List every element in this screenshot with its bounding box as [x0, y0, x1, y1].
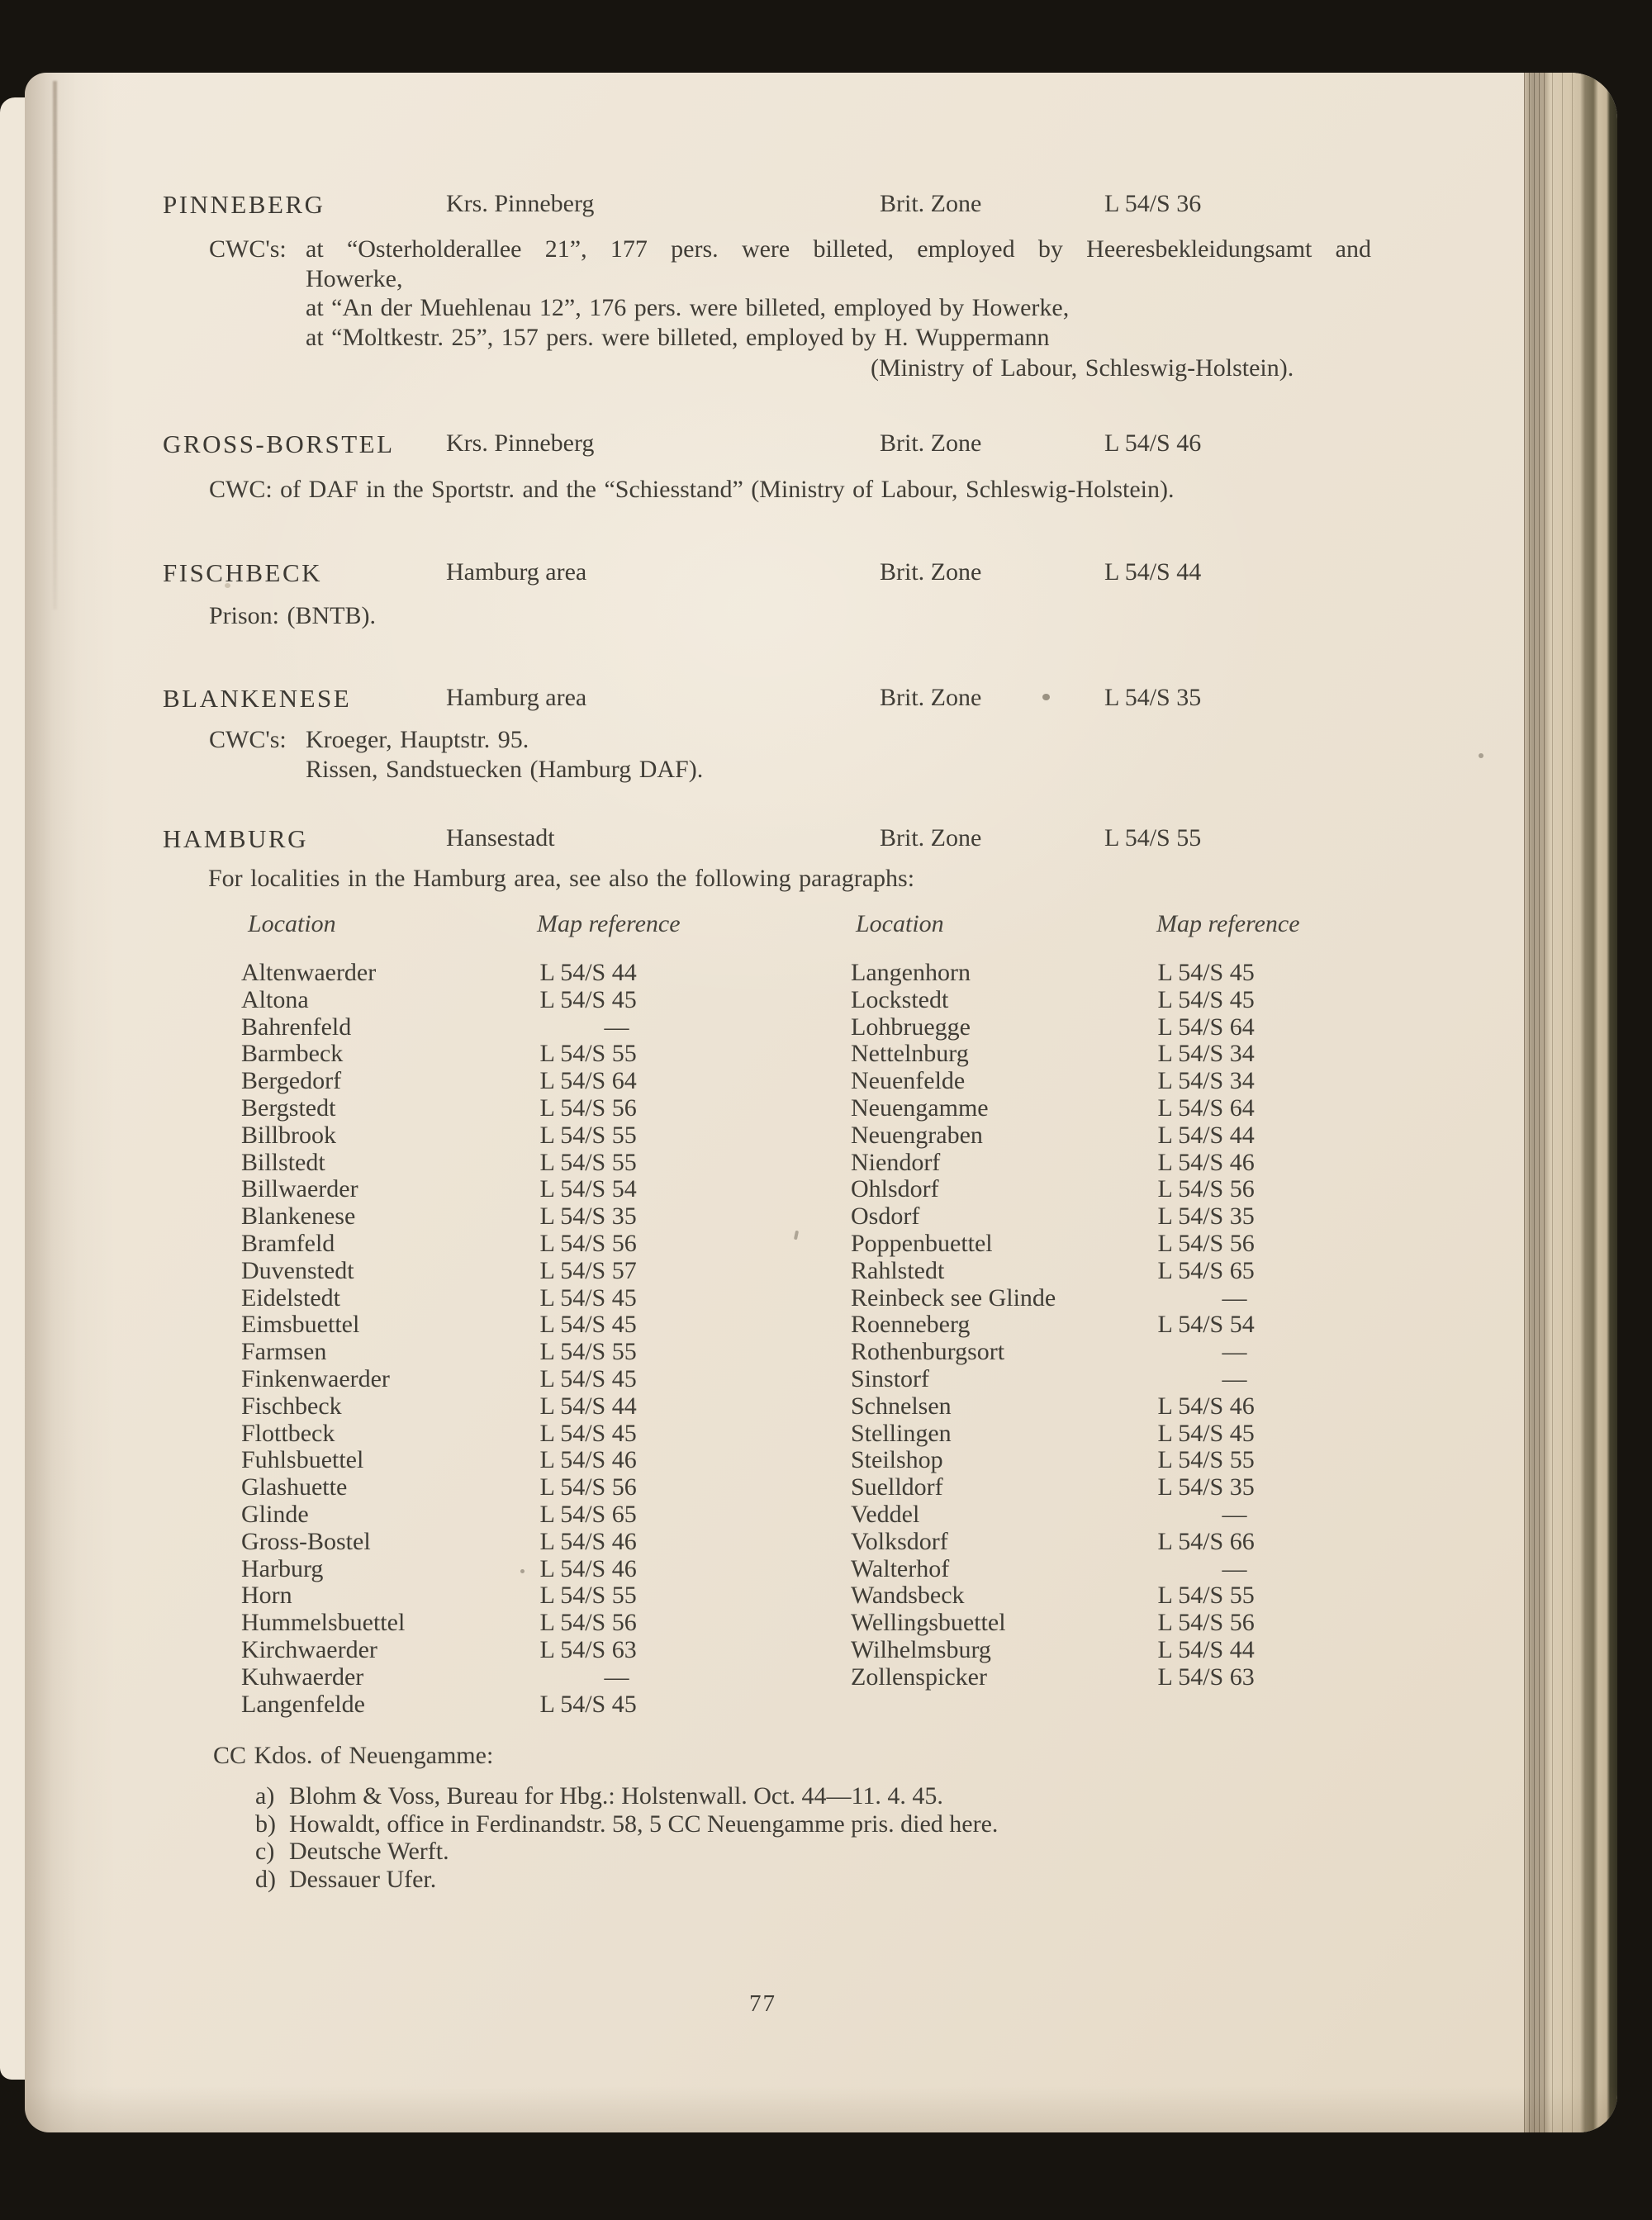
table-row [851, 1202, 1255, 1230]
mapref-cell: L 54/S 56 [539, 1609, 637, 1637]
hamburg-intro: For localities in the Hamburg area, see also the following paragraphs: [208, 865, 915, 892]
table-row [241, 1284, 637, 1312]
gutter-crease [53, 81, 57, 610]
mapref-cell: L 54/S 45 [539, 1364, 637, 1392]
mapref-cell: L 54/S 46 [1157, 1392, 1255, 1420]
item-label: c) [255, 1838, 275, 1865]
table-row [851, 1582, 1255, 1609]
table-row [241, 1691, 637, 1718]
section-zone: Brit. Zone [880, 429, 982, 457]
cwc-text: at “Osterholderallee 21”, 177 pers. were billeted, employed by Heeresbekleidungsamt and Howerke, at “An der Muehlenau 12”, 176 pers. were billeted, employed by Howerke, at “Moltkestr. 25”, 157 pers. were billeted, employed by H. Wuppermann [306, 235, 1371, 351]
location-cell: Duvenstedt [241, 1256, 354, 1284]
section-heading-blankenese [25, 684, 1429, 717]
location-cell: Steilshop [851, 1446, 943, 1474]
mapref-cell: L 54/S 34 [1157, 1067, 1255, 1095]
mapref-cell: L 54/S 35 [1157, 1473, 1255, 1501]
location-cell: Langenfelde [241, 1690, 365, 1718]
print-speck [794, 1231, 799, 1240]
item-label: b) [255, 1810, 276, 1838]
mapref-cell: L 54/S 55 [1157, 1582, 1255, 1610]
localities-table-right [851, 959, 1255, 1691]
location-cell: Kirchwaerder [241, 1635, 377, 1663]
fischbeck-prison-line: Prison: (BNTB). [209, 602, 377, 629]
print-speck [520, 1569, 525, 1573]
mapref-cell: L 54/S 63 [539, 1635, 637, 1663]
right-mapref-header: Map reference [1156, 910, 1300, 937]
cwc-text: of DAF in the Sportstr. and the “Schiesstand” (Ministry of Labour, Schleswig-Holstein). [280, 476, 1175, 503]
mapref-cell: L 54/S 64 [539, 1067, 637, 1095]
mapref-cell: — [1222, 1500, 1247, 1528]
mapref-cell: L 54/S 56 [1157, 1175, 1255, 1203]
section-title: BLANKENESE [163, 684, 352, 713]
cc-kdos-item [255, 1838, 449, 1866]
table-row [241, 1392, 637, 1420]
mapref-cell: L 54/S 45 [539, 1311, 637, 1339]
print-speck [1479, 753, 1483, 758]
table-row [241, 959, 637, 986]
table-row [851, 1122, 1255, 1149]
print-speck [1042, 694, 1050, 700]
table-row [851, 1338, 1255, 1365]
mapref-cell: — [1222, 1338, 1247, 1366]
table-row [851, 1555, 1255, 1582]
table-row [241, 1257, 637, 1284]
section-district: Hamburg area [446, 558, 587, 586]
mapref-cell: L 54/S 46 [539, 1554, 637, 1582]
mapref-cell: L 54/S 45 [539, 1690, 637, 1718]
table-row [241, 1446, 637, 1473]
location-cell: Billbrook [241, 1121, 337, 1149]
location-cell: Stellingen [851, 1419, 952, 1447]
table-row [851, 1446, 1255, 1473]
location-cell: Ohlsdorf [851, 1175, 939, 1203]
item-text: Howaldt, office in Ferdinandstr. 58, 5 CC Neuengamme pris. died here. [289, 1810, 999, 1838]
section-heading-gross-borstel [25, 429, 1429, 462]
section-map-reference: L 54/S 55 [1104, 824, 1202, 851]
table-row [241, 1473, 637, 1501]
cc-kdos-heading: CC Kdos. of Neuengamme: [213, 1742, 494, 1769]
location-cell: Veddel [851, 1500, 920, 1528]
item-label: a) [255, 1782, 275, 1810]
mapref-cell: L 54/S 35 [539, 1202, 637, 1231]
location-cell: Eidelstedt [241, 1283, 340, 1312]
item-label: d) [255, 1865, 276, 1893]
section-title: GROSS-BORSTEL [163, 429, 395, 458]
table-row [241, 1636, 637, 1663]
section-zone: Brit. Zone [880, 558, 982, 586]
location-cell: Neuenfelde [851, 1067, 966, 1095]
location-cell: Altona [241, 985, 309, 1013]
mapref-cell: L 54/S 55 [539, 1040, 637, 1068]
cwc-label: CWC's: [209, 235, 287, 263]
section-title: FISCHBECK [163, 558, 323, 587]
section-map-reference: L 54/S 35 [1104, 684, 1202, 711]
table-row [851, 1040, 1255, 1067]
table-row [241, 1338, 637, 1365]
table-row [241, 1122, 637, 1149]
table-row [851, 1501, 1255, 1528]
location-cell: Rahlstedt [851, 1256, 945, 1284]
item-text: Blohm & Voss, Bureau for Hbg.: Holstenwall. Oct. 44—11. 4. 45. [289, 1782, 943, 1810]
location-cell: Reinbeck see Glinde [851, 1283, 1056, 1312]
location-cell: Bramfeld [241, 1229, 335, 1257]
section-heading-fischbeck [25, 558, 1429, 591]
location-cell: Sinstorf [851, 1364, 930, 1392]
mapref-cell: — [604, 1013, 629, 1041]
location-cell: Billwaerder [241, 1175, 358, 1203]
cc-kdos-item [255, 1866, 436, 1894]
mapref-cell: L 54/S 66 [1157, 1527, 1255, 1555]
table-row [851, 1257, 1255, 1284]
mapref-cell: L 54/S 65 [539, 1500, 637, 1528]
section-zone: Brit. Zone [880, 824, 982, 851]
location-cell: Lockstedt [851, 985, 949, 1013]
location-cell: Flottbeck [241, 1419, 335, 1447]
mapref-cell: L 54/S 46 [539, 1527, 637, 1555]
table-row [241, 986, 637, 1013]
mapref-cell: L 54/S 56 [539, 1473, 637, 1501]
mapref-cell: — [604, 1663, 629, 1691]
location-cell: Wandsbeck [851, 1582, 965, 1610]
mapref-cell: L 54/S 54 [1157, 1311, 1255, 1339]
mapref-cell: L 54/S 55 [539, 1148, 637, 1176]
blankenese-cwc-paragraph [209, 725, 703, 784]
location-cell: Glinde [241, 1500, 309, 1528]
table-row [241, 1420, 637, 1447]
location-cell: Niendorf [851, 1148, 941, 1176]
table-row [241, 1175, 637, 1202]
location-cell: Finkenwaerder [241, 1364, 390, 1392]
table-row [851, 959, 1255, 986]
mapref-cell: L 54/S 55 [539, 1582, 637, 1610]
mapref-cell: L 54/S 57 [539, 1256, 637, 1284]
table-row [851, 1636, 1255, 1663]
table-row [241, 1230, 637, 1257]
cwc-label: CWC's: [209, 726, 287, 753]
right-location-header: Location [856, 910, 944, 937]
mapref-cell: L 54/S 56 [539, 1093, 637, 1122]
mapref-cell: L 54/S 44 [1157, 1635, 1255, 1663]
location-cell: Glashuette [241, 1473, 348, 1501]
table-row [241, 1202, 637, 1230]
mapref-cell: L 54/S 45 [1157, 985, 1255, 1013]
mapref-cell: L 54/S 34 [1157, 1040, 1255, 1068]
location-cell: Langenhorn [851, 959, 971, 986]
mapref-cell: L 54/S 45 [539, 1419, 637, 1447]
location-cell: Blankenese [241, 1202, 356, 1231]
mapref-cell: — [1222, 1283, 1247, 1312]
location-cell: Suelldorf [851, 1473, 943, 1501]
table-row [851, 1149, 1255, 1176]
location-cell: Neuengraben [851, 1121, 983, 1149]
section-district: Hansestadt [446, 824, 555, 851]
section-map-reference: L 54/S 46 [1104, 429, 1202, 457]
section-map-reference: L 54/S 36 [1104, 190, 1202, 217]
mapref-cell: L 54/S 55 [539, 1121, 637, 1149]
pinneberg-ministry-note: (Ministry of Labour, Schleswig-Holstein). [871, 354, 1294, 382]
location-cell: Bergedorf [241, 1067, 342, 1095]
location-cell: Neuengamme [851, 1093, 989, 1122]
table-row [241, 1663, 637, 1691]
section-heading-pinneberg [25, 190, 1429, 223]
table-row [241, 1094, 637, 1122]
table-row [241, 1609, 637, 1636]
mapref-cell: — [1222, 1364, 1247, 1392]
book-page [25, 73, 1617, 2132]
table-row [851, 1284, 1255, 1312]
mapref-cell: L 54/S 64 [1157, 1093, 1255, 1122]
section-district: Hamburg area [446, 684, 587, 711]
section-zone: Brit. Zone [880, 190, 982, 217]
table-row [241, 1013, 637, 1041]
mapref-cell: L 54/S 54 [539, 1175, 637, 1203]
page-number: 77 [749, 1990, 776, 2017]
print-speck [225, 583, 230, 588]
location-cell: Fuhlsbuettel [241, 1446, 364, 1474]
section-title: HAMBURG [163, 824, 308, 853]
mapref-cell: L 54/S 44 [539, 1392, 637, 1420]
table-row [851, 1067, 1255, 1094]
section-map-reference: L 54/S 44 [1104, 558, 1202, 586]
mapref-cell: L 54/S 45 [1157, 959, 1255, 986]
mapref-cell: L 54/S 55 [539, 1338, 637, 1366]
table-row [241, 1582, 637, 1609]
cwc-text: Kroeger, Hauptstr. 95. Rissen, Sandstuecken (Hamburg DAF). [306, 726, 704, 783]
location-cell: Altenwaerder [241, 959, 377, 986]
location-cell: Barmbeck [241, 1040, 344, 1068]
section-district: Krs. Pinneberg [446, 429, 595, 457]
left-mapref-header: Map reference [537, 910, 681, 937]
mapref-cell: L 54/S 64 [1157, 1013, 1255, 1041]
mapref-cell: — [1222, 1554, 1247, 1582]
table-row [851, 986, 1255, 1013]
fore-edge-page-stack [1524, 73, 1617, 2132]
location-cell: Gross-Bostel [241, 1527, 371, 1555]
section-heading-hamburg [25, 824, 1429, 857]
mapref-cell: L 54/S 56 [1157, 1229, 1255, 1257]
table-row [851, 1473, 1255, 1501]
table-row [241, 1311, 637, 1338]
table-row [851, 1013, 1255, 1041]
table-row [851, 1094, 1255, 1122]
item-text: Deutsche Werft. [289, 1838, 449, 1865]
table-row [241, 1365, 637, 1392]
location-cell: Walterhof [851, 1554, 950, 1582]
pinneberg-cwc-paragraph [209, 235, 1396, 352]
mapref-cell: L 54/S 63 [1157, 1663, 1255, 1691]
location-cell: Hummelsbuettel [241, 1609, 406, 1637]
location-cell: Horn [241, 1582, 292, 1610]
table-row [851, 1420, 1255, 1447]
location-cell: Wilhelmsburg [851, 1635, 991, 1663]
mapref-cell: L 54/S 46 [539, 1446, 637, 1474]
table-row [241, 1501, 637, 1528]
location-cell: Rothenburgsort [851, 1338, 1005, 1366]
mapref-cell: L 54/S 45 [1157, 1419, 1255, 1447]
location-cell: Osdorf [851, 1202, 920, 1231]
table-row [851, 1609, 1255, 1636]
table-row [851, 1663, 1255, 1691]
location-cell: Billstedt [241, 1148, 325, 1176]
location-cell: Schnelsen [851, 1392, 952, 1420]
table-row [851, 1392, 1255, 1420]
location-cell: Farmsen [241, 1338, 327, 1366]
table-row [241, 1528, 637, 1555]
location-cell: Poppenbuettel [851, 1229, 993, 1257]
location-cell: Volksdorf [851, 1527, 948, 1555]
location-cell: Zollenspicker [851, 1663, 987, 1691]
mapref-cell: L 54/S 44 [1157, 1121, 1255, 1149]
section-district: Krs. Pinneberg [446, 190, 595, 217]
table-row [241, 1555, 637, 1582]
table-row [851, 1311, 1255, 1338]
table-row [851, 1528, 1255, 1555]
section-zone: Brit. Zone [880, 684, 982, 711]
location-cell: Wellingsbuettel [851, 1609, 1006, 1637]
location-cell: Fischbeck [241, 1392, 342, 1420]
mapref-cell: L 54/S 35 [1157, 1202, 1255, 1231]
location-cell: Lohbruegge [851, 1013, 971, 1041]
mapref-cell: L 54/S 65 [1157, 1256, 1255, 1284]
cwc-label: CWC: [209, 476, 273, 503]
table-row [851, 1230, 1255, 1257]
location-cell: Bahrenfeld [241, 1013, 352, 1041]
cc-kdos-item [255, 1782, 943, 1810]
location-cell: Harburg [241, 1554, 324, 1582]
mapref-cell: L 54/S 46 [1157, 1148, 1255, 1176]
table-row [851, 1175, 1255, 1202]
item-text: Dessauer Ufer. [289, 1865, 437, 1893]
left-location-header: Location [248, 910, 336, 937]
mapref-cell: L 54/S 56 [539, 1229, 637, 1257]
table-row [241, 1067, 637, 1094]
location-cell: Roenneberg [851, 1311, 971, 1339]
table-row [851, 1365, 1255, 1392]
location-cell: Nettelnburg [851, 1040, 969, 1068]
localities-table-left [241, 959, 637, 1717]
table-row [241, 1040, 637, 1067]
mapref-cell: L 54/S 55 [1157, 1446, 1255, 1474]
mapref-cell: L 54/S 45 [539, 1283, 637, 1312]
location-cell: Bergstedt [241, 1093, 336, 1122]
location-cell: Kuhwaerder [241, 1663, 364, 1691]
mapref-cell: L 54/S 44 [539, 959, 637, 986]
table-row [241, 1149, 637, 1176]
mapref-cell: L 54/S 45 [539, 985, 637, 1013]
location-cell: Eimsbuettel [241, 1311, 360, 1339]
gross-borstel-cwc-line [209, 475, 1174, 505]
cc-kdos-item [255, 1810, 998, 1838]
mapref-cell: L 54/S 56 [1157, 1609, 1255, 1637]
section-title: PINNEBERG [163, 190, 325, 219]
